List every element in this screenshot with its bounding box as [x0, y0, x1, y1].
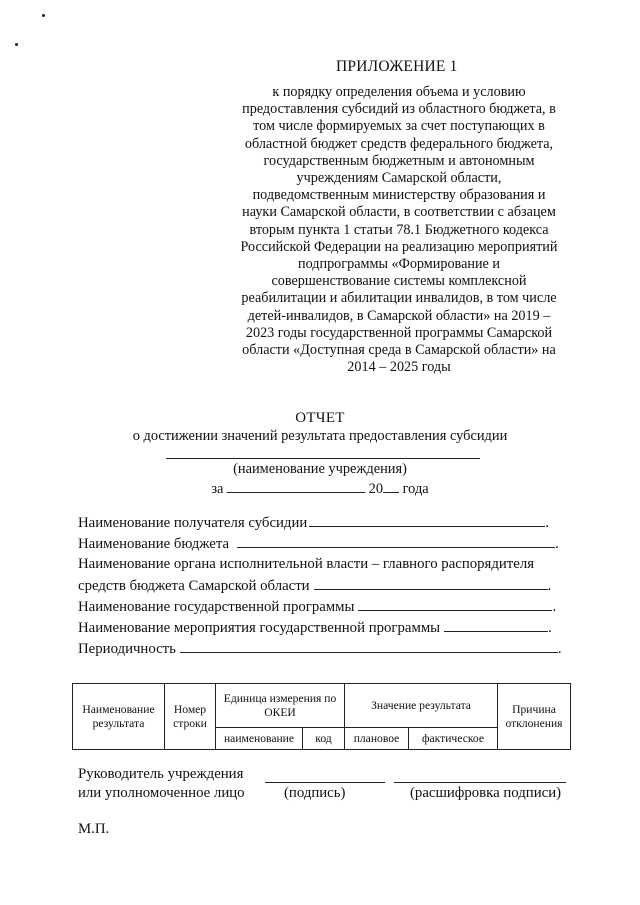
subheader-planned: плановое — [345, 728, 409, 750]
field-end: . — [548, 620, 552, 636]
field-label: Наименование органа исполнительной власти – главного распорядителя — [78, 556, 535, 572]
subheader-unit-code: код — [303, 728, 345, 750]
appendix-description — [218, 84, 580, 376]
header-result-name: Наименование результата — [73, 684, 165, 750]
program-activity-field — [78, 619, 552, 637]
recipient-name-field — [78, 514, 549, 532]
field-blank[interactable] — [314, 577, 548, 590]
field-end: . — [555, 536, 559, 552]
scan-speck — [15, 43, 18, 46]
report-title: ОТЧЕТ — [295, 410, 345, 426]
field-end: . — [552, 599, 557, 615]
field-label: Наименование мероприятия государственной программы — [78, 620, 441, 636]
appendix-title: ПРИЛОЖЕНИЕ 1 — [336, 58, 458, 75]
header-row-number: Номер строки — [165, 684, 216, 750]
appendix-line: подведомственным министерству образования и — [252, 187, 546, 204]
periodicity-field — [78, 640, 562, 658]
period-prefix: за — [211, 481, 224, 497]
signature-title-line2: или уполномоченное лицо — [78, 785, 245, 801]
report-subtitle: о достижении значений результата предоставления субсидии — [132, 428, 508, 444]
field-label: Периодичность — [78, 641, 176, 657]
period-year: 20 — [368, 481, 384, 497]
appendix-line: науки Самарской области, в соответствии с абзацем — [242, 204, 556, 221]
field-label: Наименование государственной программы — [78, 599, 355, 615]
field-label: Наименование бюджета — [78, 536, 230, 552]
appendix-line: вторым пункта 1 статьи 78.1 Бюджетного кодекса — [249, 221, 549, 238]
signature-decode-label: (расшифровка подписи) — [410, 785, 562, 801]
field-label: Наименование получателя субсидии — [78, 515, 308, 531]
stamp-place: М.П. — [78, 821, 110, 837]
appendix-line: Российской Федерации на реализацию мероприятий — [240, 238, 558, 255]
field-label: средств бюджета Самарской области — [78, 578, 310, 594]
subheader-actual: фактическое — [409, 728, 498, 750]
appendix-line: 2014 – 2025 годы — [347, 359, 451, 376]
appendix-line: детей-инвалидов, в Самарской области» на 2019 – — [247, 307, 551, 324]
institution-name-label: (наименование учреждения) — [233, 461, 407, 477]
appendix-line: государственным бюджетным и автономным — [263, 152, 535, 169]
signature-decode-line[interactable] — [394, 782, 566, 783]
appendix-line: области «Доступная среда в Самарской области» на — [242, 342, 556, 359]
period-blank[interactable] — [227, 480, 365, 493]
regional-funds-field — [78, 577, 551, 595]
field-end: . — [545, 515, 549, 531]
field-blank[interactable] — [309, 514, 545, 527]
appendix-line: областной бюджет средств федерального бюджета, — [244, 135, 554, 152]
year-blank[interactable] — [383, 480, 399, 493]
field-blank[interactable] — [180, 640, 558, 653]
appendix-line: подпрограммы «Формирование и — [298, 256, 500, 273]
appendix-line: совершенствование системы комплексной — [271, 273, 527, 290]
subheader-unit-name: наименование — [216, 728, 303, 750]
appendix-line: предоставления субсидий из областного бюджета, в — [242, 101, 556, 118]
field-blank[interactable] — [444, 619, 548, 632]
report-period — [0, 480, 640, 498]
field-blank[interactable] — [237, 535, 555, 548]
signature-label: (подпись) — [284, 785, 346, 801]
executive-body-field — [78, 556, 534, 573]
appendix-line: реабилитации и абилитации инвалидов, в том числе — [241, 290, 557, 307]
header-deviation-reason: Причина отклонения — [498, 684, 571, 750]
header-result-value: Значение результата — [345, 684, 498, 728]
signature-title-line1: Руководитель учреждения — [78, 766, 244, 782]
institution-name-line[interactable] — [166, 458, 480, 459]
header-unit: Единица измерения по ОКЕИ — [216, 684, 345, 728]
period-suffix: года — [402, 481, 429, 497]
appendix-line: к порядку определения объема и условию — [272, 84, 526, 100]
results-table — [72, 683, 571, 750]
signature-line[interactable] — [265, 782, 385, 783]
budget-name-field — [78, 535, 559, 553]
appendix-line: учреждениям Самарской области, — [296, 170, 502, 187]
field-end: . — [557, 641, 562, 657]
scan-speck — [42, 14, 45, 17]
state-program-field — [78, 598, 556, 616]
field-blank[interactable] — [358, 598, 552, 611]
field-end: . — [547, 578, 552, 594]
appendix-line: том числе формируемых за счет поступающих в — [253, 118, 545, 135]
appendix-line: 2023 годы государственной программы Самарской — [245, 324, 553, 341]
